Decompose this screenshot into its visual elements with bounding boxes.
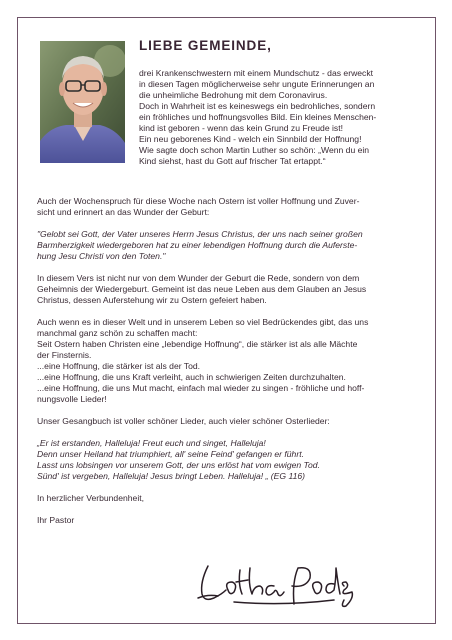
- text-line: ...eine Hoffnung, die stärker ist als der Tod.: [37, 361, 201, 371]
- hoffnung-paragraph: [37, 317, 425, 405]
- pastor-photo: [40, 41, 125, 163]
- text-line: In diesem Vers ist nicht nur von dem Wunder der Geburt die Rede, sondern von dem: [37, 273, 360, 283]
- intro-line: Ein neu geborenes Kind - welch ein Sinnbild der Hoffnung!: [139, 134, 362, 144]
- hymn-line: Sünd' ist vergeben, Halleluja! Jesus bringt Leben. Halleluja! „ (EG 116): [37, 471, 306, 481]
- wochenspruch-paragraph: [37, 196, 425, 218]
- text-line: ...eine Hoffnung, die uns Mut macht, einfach mal wieder zu singen - fröhliche und hoff-: [37, 383, 365, 393]
- text-line: Geheimnis der Wiedergeburt. Gemeint ist das neue Leben aus dem Glauben an Jesus: [37, 284, 367, 294]
- vers-paragraph: [37, 273, 425, 306]
- text-line: ...eine Hoffnung, die uns Kraft verleiht, auch in schwierigen Zeiten durchzuhalten.: [37, 372, 346, 382]
- quote-line: hung Jesu Christi von den Toten.": [37, 251, 166, 261]
- intro-line: drei Krankenschwestern mit einem Mundschutz - das erweckt: [139, 68, 374, 78]
- text-line: Auch der Wochenspruch für diese Woche nach Ostern ist voller Hoffnung und Zuver-: [37, 196, 360, 206]
- intro-line: Doch in Wahrheit ist es keineswegs ein bedrohliches, sondern: [139, 101, 376, 111]
- intro-line: kind ist geboren - wenn das kein Grund zu Freude ist!: [139, 123, 343, 133]
- text-line: Seit Ostern haben Christen eine „lebendige Hoffnung“, die stärker ist als alle Mächte: [37, 339, 358, 349]
- hymn-line: Denn unser Heiland hat triumphiert, all' seine Feind' gefangen er führt.: [37, 449, 304, 459]
- quote-line: Barmherzigkeit wiedergeboren hat zu einer lebendigen Hoffnung durch die Auferste-: [37, 240, 358, 250]
- text-line: Auch wenn es in dieser Welt und in unserem Leben so viel Bedrückendes gibt, das uns: [37, 317, 369, 327]
- sign-off: Ihr Pastor: [37, 515, 75, 525]
- intro-line: Wie sagte doch schon Martin Luther so schön: „Wenn du ein: [139, 145, 370, 155]
- intro-line: die unheimliche Bedrohung mit dem Coronavirus.: [139, 90, 328, 100]
- closing-line: In herzlicher Verbundenheit,: [37, 493, 145, 503]
- text-line: manchmal ganz schön zu schaffen macht:: [37, 328, 198, 338]
- hymn-line: Lasst uns lobsingen vor unserem Gott, der uns erlöst hat vom ewigen Tod.: [37, 460, 320, 470]
- handwritten-signature: [194, 560, 356, 608]
- intro-paragraph: [139, 68, 424, 167]
- letter-body: [37, 196, 425, 526]
- gesangbuch-line: Unser Gesangbuch ist voller schöner Lieder, auch vieler schöner Osterlieder:: [37, 416, 330, 426]
- text-line: sicht und erinnert an das Wunder der Geburt:: [37, 207, 210, 217]
- letter-page: [17, 17, 436, 624]
- quote-line: "Gelobt sei Gott, der Vater unseres Herrn Jesus Christus, der uns nach seiner großen: [37, 229, 363, 239]
- text-line: nungsvolle Lieder!: [37, 394, 107, 404]
- text-line: der Finsternis.: [37, 350, 92, 360]
- bible-quote: [37, 229, 425, 262]
- hymn-line: „Er ist erstanden, Halleluja! Freut euch und singet, Halleluja!: [37, 438, 266, 448]
- hymn-quote: [37, 438, 425, 482]
- intro-line: ein fröhliches und hoffnungsvolles Bild. Ein kleines Menschen-: [139, 112, 377, 122]
- text-line: Christus, dessen Auferstehung wir zu Ostern gefeiert haben.: [37, 295, 267, 305]
- intro-line: Kind siehst, hast du Gott auf frischer Tat ertappt.“: [139, 156, 326, 166]
- letter-heading: LIEBE GEMEINDE,: [139, 38, 272, 53]
- intro-line: in diesen Tagen möglicherweise sehr ungute Erinnerungen an: [139, 79, 375, 89]
